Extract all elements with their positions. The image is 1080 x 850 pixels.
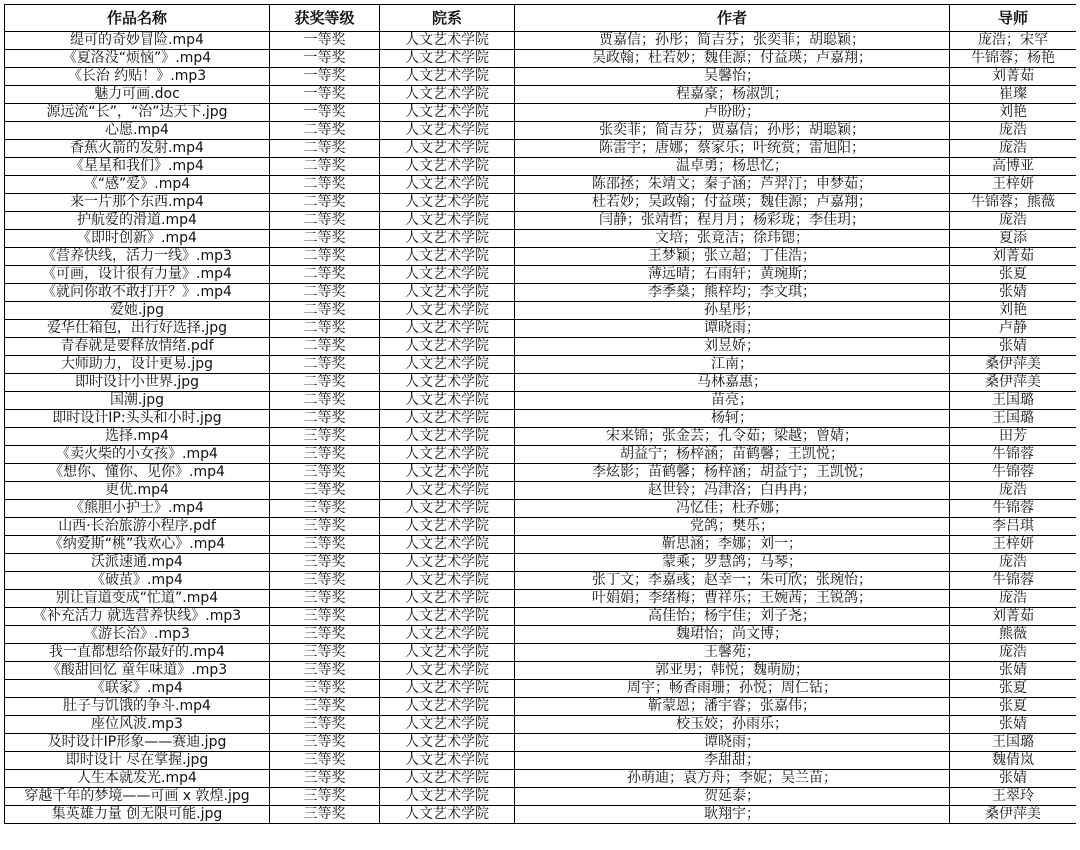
cell-authors: 薄远晴；石雨轩；黄琬斯； xyxy=(515,266,950,284)
table-row xyxy=(5,626,1077,644)
cell-award-level: 三等奖 xyxy=(270,698,380,716)
cell-work-title: 《想你、懂你、见你》.mp4 xyxy=(5,464,270,482)
cell-award-level: 三等奖 xyxy=(270,572,380,590)
cell-authors: 张奕菲；简吉芬；贾嘉信；孙彤；胡聪颖； xyxy=(515,122,950,140)
cell-authors: 蒙乘；罗慧鸽；马琴； xyxy=(515,554,950,572)
cell-award-level: 二等奖 xyxy=(270,392,380,410)
table-row xyxy=(5,752,1077,770)
cell-award-level: 二等奖 xyxy=(270,284,380,302)
cell-department: 人文艺术学院 xyxy=(380,266,515,284)
cell-work-title: 沃派速通.mp4 xyxy=(5,554,270,572)
cell-department: 人文艺术学院 xyxy=(380,500,515,518)
cell-authors: 卢盼盼； xyxy=(515,104,950,122)
cell-work-title: 座位风波.mp3 xyxy=(5,716,270,734)
table-row xyxy=(5,320,1077,338)
table-row xyxy=(5,176,1077,194)
awards-table xyxy=(4,4,1076,824)
cell-advisor: 熊薇 xyxy=(950,626,1077,644)
cell-work-title: 《可画，设计很有力量》.mp4 xyxy=(5,266,270,284)
cell-authors: 党鸽；樊乐； xyxy=(515,518,950,536)
cell-advisor: 张夏 xyxy=(950,680,1077,698)
table-row xyxy=(5,464,1077,482)
table-row xyxy=(5,680,1077,698)
cell-award-level: 三等奖 xyxy=(270,590,380,608)
table-row xyxy=(5,572,1077,590)
cell-authors: 李炫影；苗鹤馨；杨梓涵；胡益宁；王凯悦； xyxy=(515,464,950,482)
cell-work-title: 《酸甜回忆 童年味道》.mp3 xyxy=(5,662,270,680)
cell-award-level: 一等奖 xyxy=(270,86,380,104)
cell-department: 人文艺术学院 xyxy=(380,716,515,734)
header-award-level: 获奖等级 xyxy=(270,5,380,32)
cell-authors: 马林嘉惠； xyxy=(515,374,950,392)
cell-authors: 高佳怡；杨宇佳；刘子尧； xyxy=(515,608,950,626)
cell-department: 人文艺术学院 xyxy=(380,752,515,770)
cell-advisor: 张婧 xyxy=(950,662,1077,680)
cell-award-level: 三等奖 xyxy=(270,806,380,824)
cell-award-level: 三等奖 xyxy=(270,608,380,626)
cell-award-level: 二等奖 xyxy=(270,338,380,356)
table-row xyxy=(5,302,1077,320)
table-row xyxy=(5,140,1077,158)
cell-department: 人文艺术学院 xyxy=(380,122,515,140)
cell-department: 人文艺术学院 xyxy=(380,158,515,176)
cell-advisor: 牛锦蓉；熊薇 xyxy=(950,194,1077,212)
cell-department: 人文艺术学院 xyxy=(380,662,515,680)
cell-authors: 魏珺怡；尚文博； xyxy=(515,626,950,644)
cell-department: 人文艺术学院 xyxy=(380,626,515,644)
cell-authors: 张丁文；李嘉彧；赵幸一；朱可欣；张琬怡； xyxy=(515,572,950,590)
table-row xyxy=(5,788,1077,806)
table-row xyxy=(5,230,1077,248)
cell-authors: 温卓勇；杨思忆； xyxy=(515,158,950,176)
cell-advisor: 王国璐 xyxy=(950,734,1077,752)
cell-work-title: 更优.mp4 xyxy=(5,482,270,500)
table-row xyxy=(5,284,1077,302)
cell-work-title: 《纳爱斯“桃”我欢心》.mp4 xyxy=(5,536,270,554)
cell-authors: 孙星彤； xyxy=(515,302,950,320)
cell-award-level: 三等奖 xyxy=(270,716,380,734)
cell-work-title: 肚子与饥饿的争斗.mp4 xyxy=(5,698,270,716)
cell-award-level: 一等奖 xyxy=(270,32,380,50)
cell-work-title: 缇可的奇妙冒险.mp4 xyxy=(5,32,270,50)
cell-advisor: 牛锦蓉；杨艳 xyxy=(950,50,1077,68)
cell-work-title: 别让盲道变成“忙道”.mp4 xyxy=(5,590,270,608)
cell-advisor: 王翠玲 xyxy=(950,788,1077,806)
cell-department: 人文艺术学院 xyxy=(380,446,515,464)
cell-work-title: 《营养快线，活力一线》.mp3 xyxy=(5,248,270,266)
cell-award-level: 三等奖 xyxy=(270,788,380,806)
cell-award-level: 二等奖 xyxy=(270,194,380,212)
cell-advisor: 刘菁茹 xyxy=(950,608,1077,626)
table-row xyxy=(5,698,1077,716)
cell-award-level: 三等奖 xyxy=(270,770,380,788)
cell-authors: 李甜甜； xyxy=(515,752,950,770)
cell-authors: 叶娟娟；李绪梅；曹祥乐；王婉茜；王锐鸽； xyxy=(515,590,950,608)
table-row xyxy=(5,482,1077,500)
cell-department: 人文艺术学院 xyxy=(380,248,515,266)
cell-work-title: 《长治 约贴！》.mp3 xyxy=(5,68,270,86)
cell-advisor: 张婧 xyxy=(950,284,1077,302)
cell-department: 人文艺术学院 xyxy=(380,734,515,752)
cell-award-level: 二等奖 xyxy=(270,302,380,320)
cell-award-level: 三等奖 xyxy=(270,446,380,464)
cell-department: 人文艺术学院 xyxy=(380,770,515,788)
cell-award-level: 三等奖 xyxy=(270,662,380,680)
cell-department: 人文艺术学院 xyxy=(380,68,515,86)
cell-department: 人文艺术学院 xyxy=(380,788,515,806)
cell-award-level: 三等奖 xyxy=(270,554,380,572)
cell-advisor: 牛锦蓉 xyxy=(950,446,1077,464)
cell-award-level: 二等奖 xyxy=(270,266,380,284)
table-row xyxy=(5,194,1077,212)
cell-award-level: 三等奖 xyxy=(270,644,380,662)
cell-authors: 孙萌迪；袁方舟；李妮；吴兰苗； xyxy=(515,770,950,788)
cell-authors: 谭晓雨； xyxy=(515,734,950,752)
cell-advisor: 桑伊萍美 xyxy=(950,374,1077,392)
cell-award-level: 二等奖 xyxy=(270,410,380,428)
cell-department: 人文艺术学院 xyxy=(380,230,515,248)
cell-authors: 陈雷宇；唐娜；蔡家乐；叶统赏；雷旭阳； xyxy=(515,140,950,158)
cell-work-title: 《星星和我们》.mp4 xyxy=(5,158,270,176)
cell-advisor: 卢静 xyxy=(950,320,1077,338)
cell-award-level: 一等奖 xyxy=(270,104,380,122)
cell-authors: 贾嘉信；孙彤；简吉芬；张奕菲；胡聪颖； xyxy=(515,32,950,50)
cell-advisor: 庞浩 xyxy=(950,212,1077,230)
cell-work-title: 大师助力，设计更易.jpg xyxy=(5,356,270,374)
header-department: 院系 xyxy=(380,5,515,32)
table-row xyxy=(5,716,1077,734)
cell-advisor: 庞浩 xyxy=(950,554,1077,572)
table-row xyxy=(5,500,1077,518)
table-row xyxy=(5,590,1077,608)
cell-advisor: 庞浩 xyxy=(950,122,1077,140)
table-row xyxy=(5,446,1077,464)
cell-authors: 靳思涵；李娜；刘一； xyxy=(515,536,950,554)
cell-award-level: 二等奖 xyxy=(270,320,380,338)
cell-award-level: 三等奖 xyxy=(270,464,380,482)
cell-work-title: 来一片那个东西.mp4 xyxy=(5,194,270,212)
cell-award-level: 二等奖 xyxy=(270,212,380,230)
table-row xyxy=(5,662,1077,680)
cell-award-level: 二等奖 xyxy=(270,122,380,140)
cell-work-title: 香蕉火箭的发射.mp4 xyxy=(5,140,270,158)
cell-authors: 胡益宁；杨梓涵；苗鹤馨；王凯悦； xyxy=(515,446,950,464)
cell-award-level: 三等奖 xyxy=(270,518,380,536)
cell-authors: 郭亚男；韩悦；魏萌励； xyxy=(515,662,950,680)
cell-work-title: 《熊胆小护士》.mp4 xyxy=(5,500,270,518)
cell-work-title: 及时设计IP形象——赛迪.jpg xyxy=(5,734,270,752)
cell-work-title: 《补充活力 就选营养快线》.mp3 xyxy=(5,608,270,626)
cell-work-title: 我一直都想给你最好的.mp4 xyxy=(5,644,270,662)
cell-department: 人文艺术学院 xyxy=(380,104,515,122)
cell-authors: 校玉姣；孙雨乐； xyxy=(515,716,950,734)
cell-authors: 吴馨怡； xyxy=(515,68,950,86)
cell-award-level: 三等奖 xyxy=(270,482,380,500)
cell-authors: 文培；张竟洁；徐玮锶； xyxy=(515,230,950,248)
cell-award-level: 一等奖 xyxy=(270,50,380,68)
table-row xyxy=(5,410,1077,428)
cell-award-level: 三等奖 xyxy=(270,536,380,554)
cell-authors: 杜若妙；吴政翰；付益瑛；魏佳源；卢嘉翔； xyxy=(515,194,950,212)
cell-department: 人文艺术学院 xyxy=(380,86,515,104)
cell-work-title: 《破茧》.mp4 xyxy=(5,572,270,590)
cell-award-level: 三等奖 xyxy=(270,428,380,446)
cell-department: 人文艺术学院 xyxy=(380,806,515,824)
cell-authors: 贺延泰； xyxy=(515,788,950,806)
cell-advisor: 庞浩 xyxy=(950,590,1077,608)
cell-department: 人文艺术学院 xyxy=(380,680,515,698)
cell-award-level: 二等奖 xyxy=(270,158,380,176)
cell-authors: 靳蒙恩；潘宇睿；张嘉伟； xyxy=(515,698,950,716)
cell-advisor: 王梓妍 xyxy=(950,176,1077,194)
cell-authors: 赵世铃；冯津洛；白冉冉； xyxy=(515,482,950,500)
cell-advisor: 李吕琪 xyxy=(950,518,1077,536)
cell-award-level: 二等奖 xyxy=(270,230,380,248)
cell-department: 人文艺术学院 xyxy=(380,572,515,590)
cell-department: 人文艺术学院 xyxy=(380,428,515,446)
cell-department: 人文艺术学院 xyxy=(380,482,515,500)
table-row xyxy=(5,518,1077,536)
cell-advisor: 庞浩；宋罕 xyxy=(950,32,1077,50)
cell-authors: 刘昱娇； xyxy=(515,338,950,356)
cell-authors: 闫静；张靖哲；程月月；杨彩珑；李佳玥； xyxy=(515,212,950,230)
cell-award-level: 二等奖 xyxy=(270,176,380,194)
cell-award-level: 一等奖 xyxy=(270,68,380,86)
cell-award-level: 三等奖 xyxy=(270,680,380,698)
cell-advisor: 张婧 xyxy=(950,770,1077,788)
table-row xyxy=(5,86,1077,104)
cell-department: 人文艺术学院 xyxy=(380,644,515,662)
table-row xyxy=(5,122,1077,140)
cell-work-title: 《夏洛没“烦恼”》.mp4 xyxy=(5,50,270,68)
cell-advisor: 张夏 xyxy=(950,698,1077,716)
cell-department: 人文艺术学院 xyxy=(380,140,515,158)
cell-work-title: 魅力可画.doc xyxy=(5,86,270,104)
cell-work-title: 爱她.jpg xyxy=(5,302,270,320)
table-row xyxy=(5,428,1077,446)
cell-authors: 冯忆佳；杜乔娜； xyxy=(515,500,950,518)
cell-advisor: 张婧 xyxy=(950,716,1077,734)
cell-authors: 江南； xyxy=(515,356,950,374)
cell-work-title: 《联家》.mp4 xyxy=(5,680,270,698)
cell-advisor: 庞浩 xyxy=(950,140,1077,158)
cell-work-title: 爱华仕箱包，出行好选择.jpg xyxy=(5,320,270,338)
cell-work-title: 穿越千年的梦境——可画 x 敦煌.jpg xyxy=(5,788,270,806)
table-row xyxy=(5,392,1077,410)
cell-authors: 陈邵拯；朱靖文；秦子涵；芦羿汀；申梦茹； xyxy=(515,176,950,194)
header-authors: 作者 xyxy=(515,5,950,32)
cell-advisor: 高博亚 xyxy=(950,158,1077,176)
cell-advisor: 庞浩 xyxy=(950,482,1077,500)
cell-work-title: 集英雄力量 创无限可能.jpg xyxy=(5,806,270,824)
cell-department: 人文艺术学院 xyxy=(380,608,515,626)
cell-advisor: 崔璨 xyxy=(950,86,1077,104)
cell-work-title: 《卖火柴的小女孩》.mp4 xyxy=(5,446,270,464)
cell-work-title: 源远流“长”，“治”达天下.jpg xyxy=(5,104,270,122)
cell-authors: 王梦颖；张立超；丁佳浩； xyxy=(515,248,950,266)
table-row xyxy=(5,68,1077,86)
table-row xyxy=(5,338,1077,356)
cell-award-level: 三等奖 xyxy=(270,500,380,518)
table-row xyxy=(5,770,1077,788)
table-row xyxy=(5,806,1077,824)
cell-department: 人文艺术学院 xyxy=(380,320,515,338)
cell-department: 人文艺术学院 xyxy=(380,554,515,572)
table-row xyxy=(5,356,1077,374)
cell-department: 人文艺术学院 xyxy=(380,518,515,536)
cell-department: 人文艺术学院 xyxy=(380,392,515,410)
table-row xyxy=(5,248,1077,266)
cell-authors: 周宇；畅香雨珊；孙悦；周仁钻； xyxy=(515,680,950,698)
table-row xyxy=(5,50,1077,68)
cell-advisor: 刘菁茹 xyxy=(950,248,1077,266)
cell-advisor: 张婧 xyxy=(950,338,1077,356)
cell-department: 人文艺术学院 xyxy=(380,284,515,302)
cell-advisor: 王梓妍 xyxy=(950,536,1077,554)
cell-work-title: 青春就是要释放情绪.pdf xyxy=(5,338,270,356)
table-body xyxy=(5,32,1077,824)
cell-advisor: 刘艳 xyxy=(950,302,1077,320)
cell-advisor: 桑伊萍美 xyxy=(950,356,1077,374)
table-row xyxy=(5,608,1077,626)
cell-department: 人文艺术学院 xyxy=(380,338,515,356)
cell-advisor: 刘艳 xyxy=(950,104,1077,122)
cell-advisor: 庞浩 xyxy=(950,644,1077,662)
cell-work-title: 《游长治》.mp3 xyxy=(5,626,270,644)
cell-award-level: 三等奖 xyxy=(270,752,380,770)
cell-work-title: 即时设计小世界.jpg xyxy=(5,374,270,392)
cell-authors: 杨轲； xyxy=(515,410,950,428)
cell-work-title: 《“感”爱》.mp4 xyxy=(5,176,270,194)
header-advisor: 导师 xyxy=(950,5,1077,32)
cell-work-title: 山西·长治旅游小程序.pdf xyxy=(5,518,270,536)
cell-department: 人文艺术学院 xyxy=(380,410,515,428)
table-row xyxy=(5,644,1077,662)
cell-award-level: 二等奖 xyxy=(270,356,380,374)
cell-advisor: 牛锦蓉 xyxy=(950,464,1077,482)
cell-authors: 宋来锦；张金芸；孔令茹；梁越；曾婧； xyxy=(515,428,950,446)
cell-department: 人文艺术学院 xyxy=(380,50,515,68)
cell-authors: 程嘉豪；杨淑凯； xyxy=(515,86,950,104)
table-row xyxy=(5,536,1077,554)
cell-work-title: 《即时创新》.mp4 xyxy=(5,230,270,248)
cell-advisor: 王国璐 xyxy=(950,410,1077,428)
cell-advisor: 张夏 xyxy=(950,266,1077,284)
table-row xyxy=(5,212,1077,230)
cell-department: 人文艺术学院 xyxy=(380,356,515,374)
table-row xyxy=(5,734,1077,752)
cell-authors: 李季燊；熊梓均；李文琪； xyxy=(515,284,950,302)
cell-work-title: 国潮.jpg xyxy=(5,392,270,410)
table-row xyxy=(5,554,1077,572)
cell-work-title: 护航爱的滑道.mp4 xyxy=(5,212,270,230)
cell-award-level: 二等奖 xyxy=(270,140,380,158)
cell-department: 人文艺术学院 xyxy=(380,374,515,392)
cell-department: 人文艺术学院 xyxy=(380,194,515,212)
cell-authors: 吴政翰；杜若妙；魏佳源；付益瑛；卢嘉翔； xyxy=(515,50,950,68)
cell-department: 人文艺术学院 xyxy=(380,32,515,50)
table-row xyxy=(5,374,1077,392)
cell-work-title: 人生本就发光.mp4 xyxy=(5,770,270,788)
cell-department: 人文艺术学院 xyxy=(380,536,515,554)
cell-advisor: 魏倩岚 xyxy=(950,752,1077,770)
header-work-title: 作品名称 xyxy=(5,5,270,32)
cell-advisor: 田芳 xyxy=(950,428,1077,446)
cell-authors: 耿翔宇； xyxy=(515,806,950,824)
cell-award-level: 三等奖 xyxy=(270,626,380,644)
table-row xyxy=(5,104,1077,122)
cell-department: 人文艺术学院 xyxy=(380,176,515,194)
table-header-row xyxy=(5,5,1077,32)
cell-work-title: 即时设计IP:头头和小时.jpg xyxy=(5,410,270,428)
cell-advisor: 桑伊萍美 xyxy=(950,806,1077,824)
cell-authors: 王馨苑； xyxy=(515,644,950,662)
cell-department: 人文艺术学院 xyxy=(380,212,515,230)
cell-advisor: 王国璐 xyxy=(950,392,1077,410)
cell-advisor: 牛锦蓉 xyxy=(950,572,1077,590)
cell-department: 人文艺术学院 xyxy=(380,698,515,716)
cell-award-level: 二等奖 xyxy=(270,248,380,266)
cell-advisor: 刘菁茹 xyxy=(950,68,1077,86)
cell-award-level: 二等奖 xyxy=(270,374,380,392)
cell-department: 人文艺术学院 xyxy=(380,302,515,320)
cell-department: 人文艺术学院 xyxy=(380,464,515,482)
cell-advisor: 夏添 xyxy=(950,230,1077,248)
cell-department: 人文艺术学院 xyxy=(380,590,515,608)
cell-work-title: 选择.mp4 xyxy=(5,428,270,446)
cell-authors: 谭晓雨； xyxy=(515,320,950,338)
table-row xyxy=(5,158,1077,176)
cell-authors: 苗亮； xyxy=(515,392,950,410)
cell-work-title: 即时设计 尽在掌握.jpg xyxy=(5,752,270,770)
cell-work-title: 心愿.mp4 xyxy=(5,122,270,140)
cell-work-title: 《就问你敢不敢打开？》.mp4 xyxy=(5,284,270,302)
table-row xyxy=(5,266,1077,284)
table-row xyxy=(5,32,1077,50)
cell-advisor: 牛锦蓉 xyxy=(950,500,1077,518)
awards-table-container xyxy=(4,4,1076,850)
cell-award-level: 三等奖 xyxy=(270,734,380,752)
